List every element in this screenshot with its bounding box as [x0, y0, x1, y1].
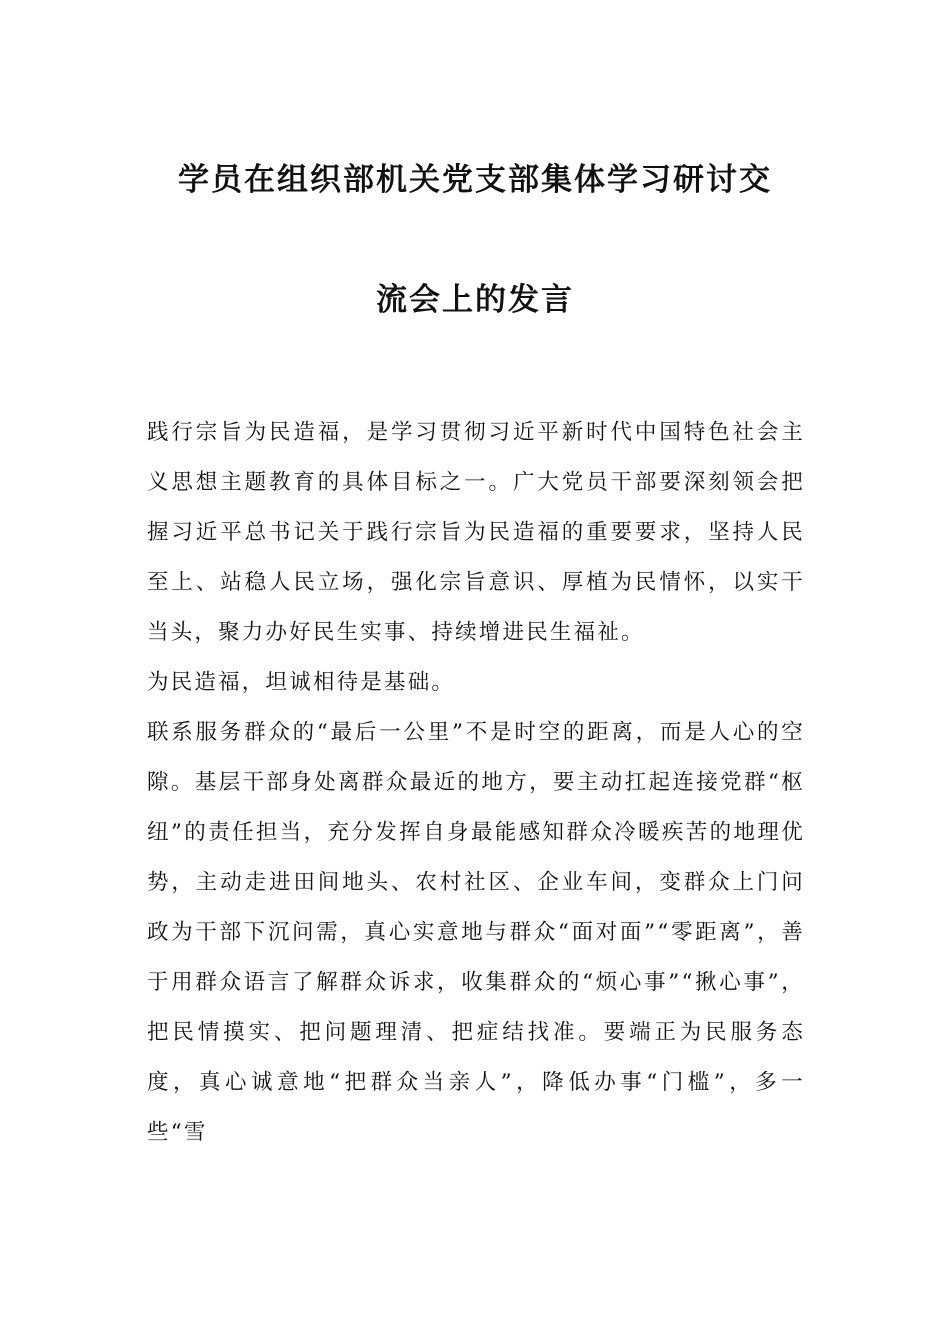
paragraph-heading-1: 为民造福，坦诚相待是基础。 [147, 670, 456, 695]
document-title-line-2: 流会上的发言 [376, 282, 574, 318]
paragraph-intro: 践行宗旨为民造福，是学习贯彻习近平新时代中国特色社会主义思想主题教育的具体目标之一。广大党员干部要深刻领会把握习近平总书记关于践行宗旨为民造福的重要要求，坚持人民至上、站稳人民立场，强化宗旨意识、厚植为民情怀，以实干当头，聚力办好民生实事、持续增进民生福祉。 [147, 420, 805, 645]
document-title-line-1: 学员在组织部机关党支部集体学习研讨交 [178, 162, 772, 198]
paragraph-body-1: 联系服务群众的“最后一公里”不是时空的距离，而是人心的空隙。基层干部身处离群众最近的地方，要主动扛起连接党群“枢纽”的责任担当，充分发挥自身最能感知群众冷暖疾苦的地理优势，主动走进田间地头、农村社区、企业车间，变群众上门问政为干部下沉问需，真心实意地与群众“面对面”“零距离”，善于用群众语言了解群众诉求，收集群众的“烦心事”“揪心事”，把民情摸实、把问题理清、把症结找准。要端正为民服务态度，真心诚意地“把群众当亲人”，降低办事“门槛”，多一些“雪 [147, 720, 805, 1145]
document-body [147, 408, 805, 1158]
